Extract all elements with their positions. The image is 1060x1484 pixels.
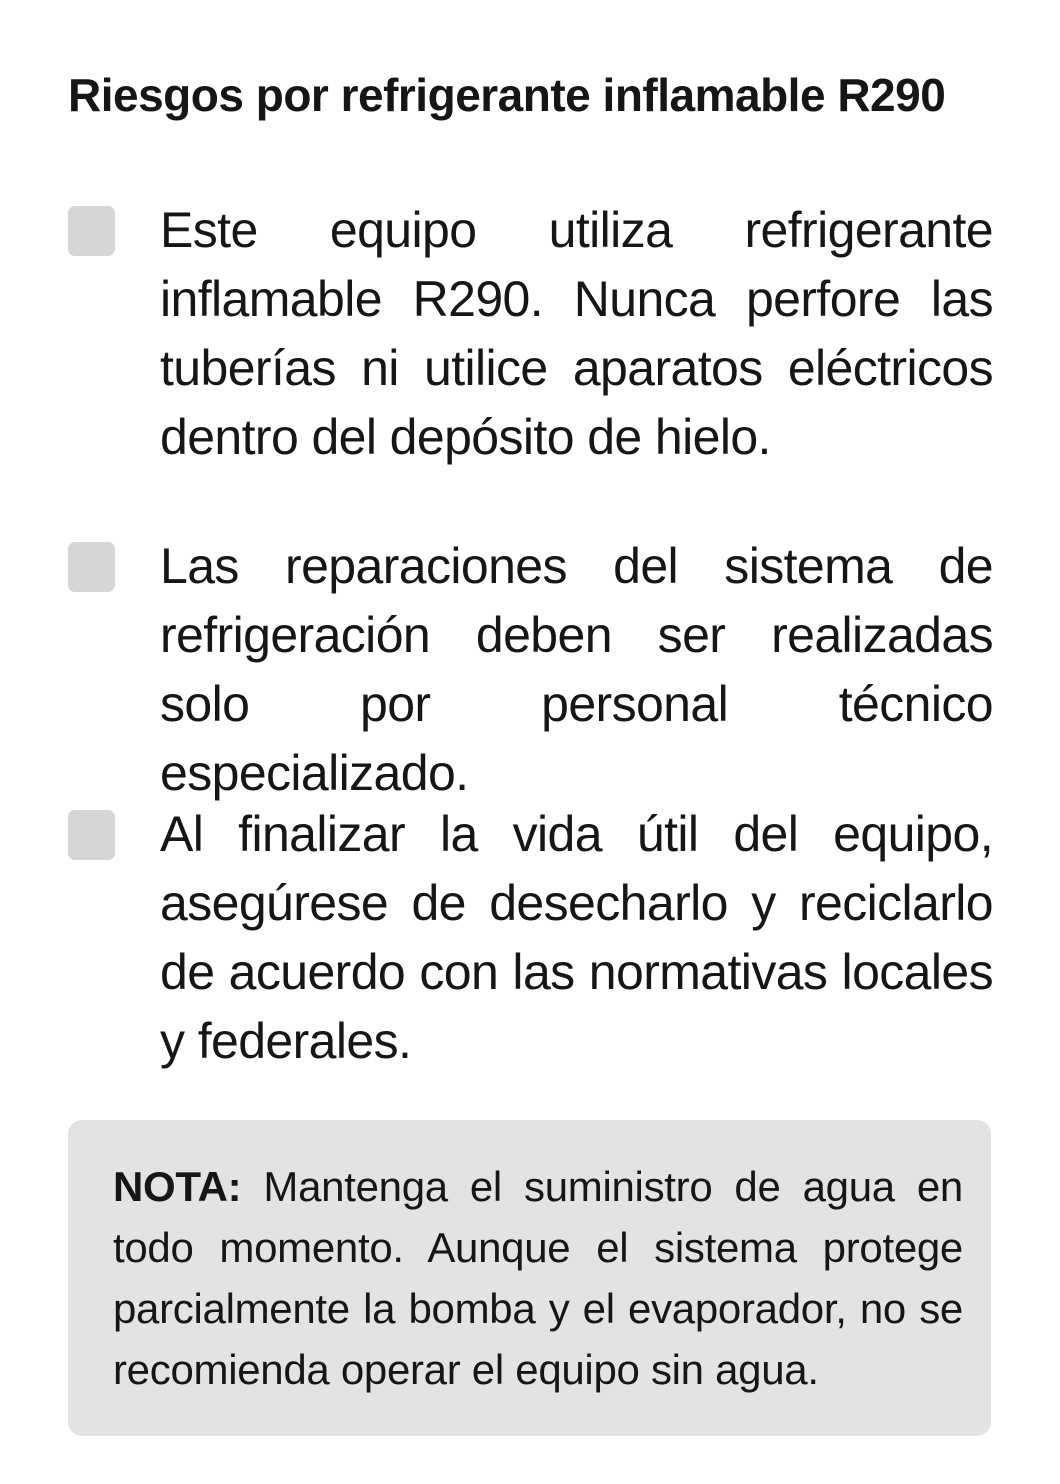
note-text [113,1156,963,1400]
list-item-text: Al finalizar la vida útil del equipo, asegúrese de desecharlo y reciclarlo de acuerdo con las normativas locales y federales. [160,806,993,1069]
note-label: NOTA: [113,1163,242,1210]
bullet-square-icon [68,206,115,256]
bullet-square-icon [68,542,115,592]
note-body: Mantenga el suministro de agua en todo momento. Aunque el sistema protege parcialmente la bomba y el evaporador, no se recomienda operar el equipo sin agua. [113,1163,963,1393]
page-title: Riesgos por refrigerante inflamable R290 [68,69,946,121]
note-box [68,1120,991,1436]
list-item-text: Las reparaciones del sistema de refrigeración deben ser realizadas solo por personal técnico especializado. [160,538,993,801]
bullet-square-icon [68,810,115,860]
list-item-text: Este equipo utiliza refrigerante inflamable R290. Nunca perfore las tuberías ni utilice aparatos eléctricos dentro del depósito de hielo. [160,202,993,465]
